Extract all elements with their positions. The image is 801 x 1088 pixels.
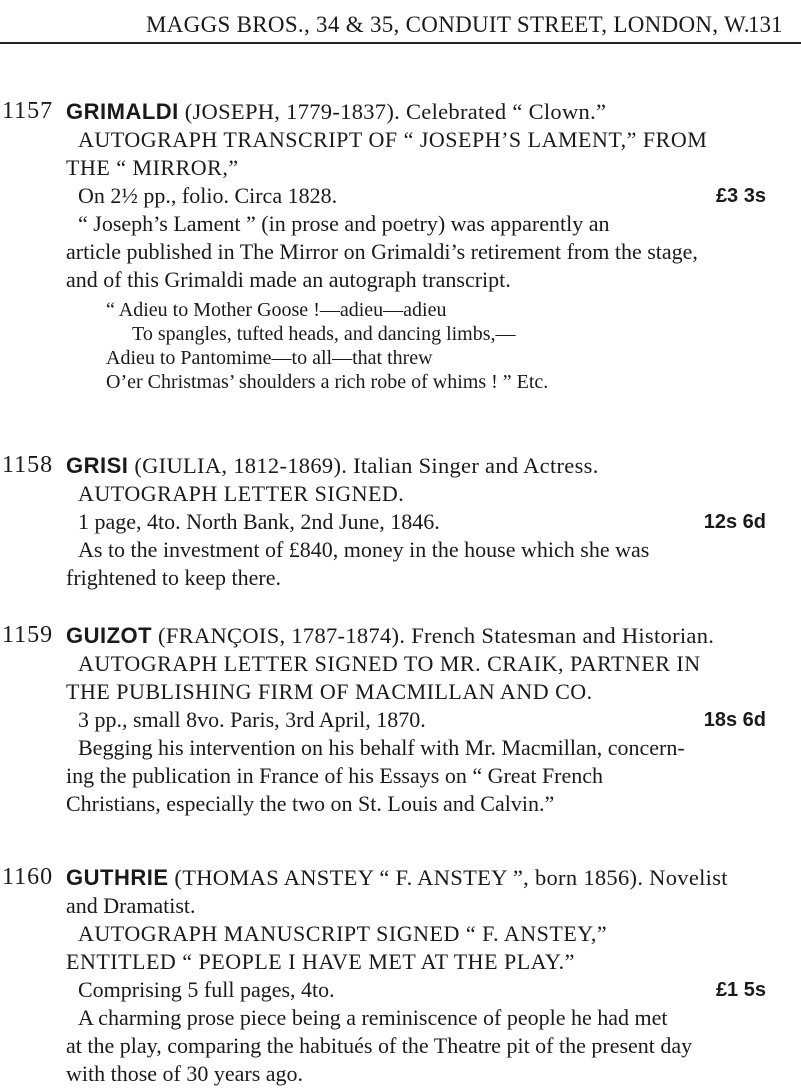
entry-title-line: ENTITLED “ PEOPLE I HAVE MET AT THE PLAY.” xyxy=(66,949,575,974)
entry-format-text: On 2½ pp., folio. Circa 1828. xyxy=(78,183,338,208)
header-rule xyxy=(0,42,801,44)
entry-description-line: A charming prose piece being a reminiscence of people he had met xyxy=(78,1005,668,1030)
quote-line: Adieu to Pantomime—to all—that threw xyxy=(106,347,433,369)
entry-number: 1158 xyxy=(2,452,54,478)
entry-number: 1160 xyxy=(2,864,54,890)
entry-title-line: THE “ MIRROR,” xyxy=(66,155,239,180)
entry-format xyxy=(66,706,766,734)
entry-number: 1157 xyxy=(2,98,54,124)
entry-price: 18s 6d xyxy=(703,709,766,731)
page-number: 131 xyxy=(748,12,783,37)
entry-name: GRISI xyxy=(66,453,129,478)
entry-name: GUTHRIE xyxy=(66,865,169,890)
quote-line: To spangles, tufted heads, and dancing limbs,— xyxy=(132,323,516,345)
page-header xyxy=(0,0,801,52)
entry-name: GRIMALDI xyxy=(66,99,179,124)
entry-description-line: with those of 30 years ago. xyxy=(66,1061,304,1086)
entry-format-text: 1 page, 4to. North Bank, 2nd June, 1846. xyxy=(78,509,440,534)
entry-description-line: Begging his intervention on his behalf with Mr. Macmillan, concern- xyxy=(78,735,685,760)
entry-heading-rest: (FRANÇOIS, 1787-1874). French Statesman and Historian. xyxy=(152,623,715,648)
entry-description-line: ing the publication in France of his Essays on “ Great French xyxy=(66,763,604,788)
entry-format-text: 3 pp., small 8vo. Paris, 3rd April, 1870. xyxy=(78,707,426,732)
entry-title-line: AUTOGRAPH MANUSCRIPT SIGNED “ F. ANSTEY,” xyxy=(78,921,608,946)
entry-description-line: Christians, especially the two on St. Louis and Calvin.” xyxy=(66,791,555,816)
entry-heading-rest: (GIULIA, 1812-1869). Italian Singer and Actress. xyxy=(128,453,599,478)
entry-description-line: at the play, comparing the habitués of the Theatre pit of the present day xyxy=(66,1033,693,1058)
entry-name: GUIZOT xyxy=(66,623,153,648)
entry-price: £1 5s xyxy=(715,979,766,1001)
entry-price: 12s 6d xyxy=(703,511,766,533)
entry-title-line: AUTOGRAPH LETTER SIGNED. xyxy=(78,481,405,506)
entry-format xyxy=(66,508,766,536)
entry-description-line: frightened to keep there. xyxy=(66,565,282,590)
entry-title-line: AUTOGRAPH TRANSCRIPT OF “ JOSEPH’S LAMENT,” FROM xyxy=(78,127,708,152)
entry-number: 1159 xyxy=(2,622,54,648)
entry-title-line: AUTOGRAPH LETTER SIGNED TO MR. CRAIK, PARTNER IN xyxy=(78,651,701,676)
entry-heading xyxy=(66,622,766,650)
entry-format xyxy=(66,182,766,210)
entry-description-line: and of this Grimaldi made an autograph transcript. xyxy=(66,267,511,292)
header-title: MAGGS BROS., 34 & 35, CONDUIT STREET, LONDON, W. xyxy=(146,12,750,37)
quote-line: “ Adieu to Mother Goose !—adieu—adieu xyxy=(106,299,447,321)
entry-heading xyxy=(66,452,766,480)
entry-heading xyxy=(66,98,766,126)
entry-heading-rest: (THOMAS ANSTEY “ F. ANSTEY ”, born 1856). Novelist xyxy=(168,865,728,890)
entry-title-line: THE PUBLISHING FIRM OF MACMILLAN AND CO. xyxy=(66,679,593,704)
entry-heading-rest: (JOSEPH, 1779-1837). Celebrated “ Clown.” xyxy=(178,99,607,124)
entry-description-line: As to the investment of £840, money in the house which she was xyxy=(78,537,650,562)
entry-price: £3 3s xyxy=(715,185,766,207)
quote-line: O’er Christmas’ shoulders a rich robe of whims ! ” Etc. xyxy=(106,371,549,393)
entry-description-line: “ Joseph’s Lament ” (in prose and poetry) was apparently an xyxy=(78,211,610,236)
entry-format-text: Comprising 5 full pages, 4to. xyxy=(78,977,335,1002)
entry-description-line: article published in The Mirror on Grimaldi’s retirement from the stage, xyxy=(66,239,698,264)
entry-heading-cont: and Dramatist. xyxy=(66,893,196,918)
entry-format xyxy=(66,976,766,1004)
entry-heading xyxy=(66,864,766,892)
